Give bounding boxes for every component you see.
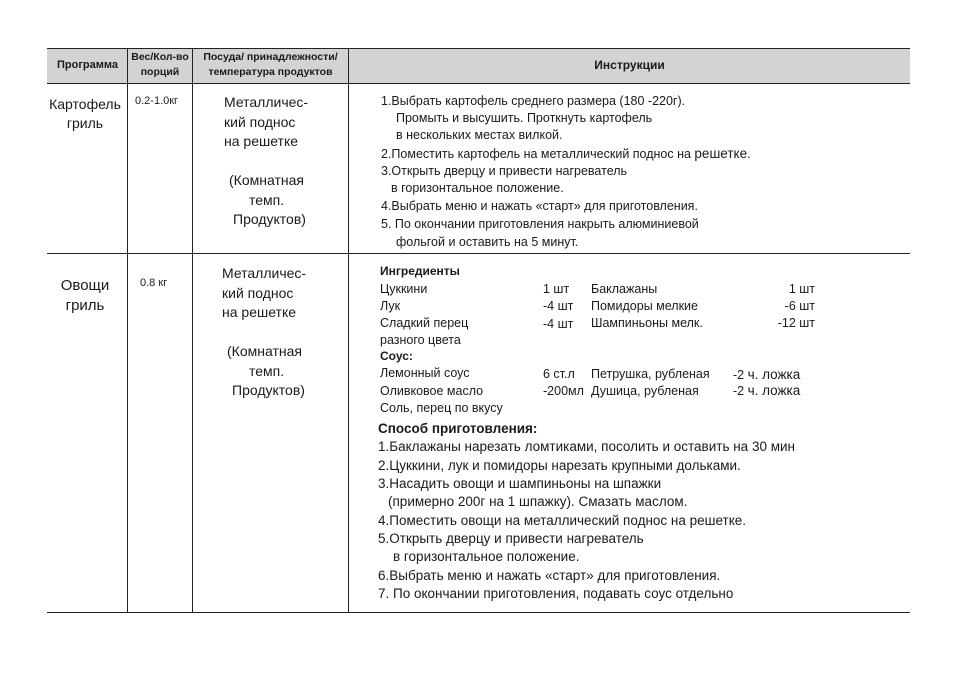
step-text-dot: .: [747, 147, 751, 161]
row-2-weight: 0.8 кг: [140, 277, 168, 289]
program-line: Картофель: [49, 96, 121, 112]
method-step: в горизонтальное положение.: [393, 549, 580, 564]
header-weight: [128, 50, 192, 80]
column-divider: [348, 48, 349, 612]
ingredient-name: Шампиньоны мелк.: [591, 316, 703, 330]
dish-line: Продуктов): [233, 211, 306, 227]
ingredients-title: Ингредиенты: [380, 264, 460, 278]
sauce-qty: 6 ст.л: [543, 367, 575, 381]
row-1-weight: 0.2-1.0кг: [135, 95, 179, 107]
row-1-dish: [224, 93, 308, 230]
dish-line: (Комнатная: [229, 172, 304, 188]
dish-line: на решетке: [224, 133, 299, 149]
method-step: 7. По окончании приготовления, подавать соус отдельно: [378, 586, 734, 601]
qty-unit: ч. ложка: [747, 367, 801, 382]
dish-line: темп.: [249, 191, 285, 208]
program-line: гриль: [65, 297, 105, 314]
instruction-step: 5. По окончании приготовления накрыть алюминиевой: [381, 217, 699, 231]
step-text: 4.Поместить овощи на металлический поднос на: [378, 513, 690, 528]
step-text: 2.Поместить картофель на металлический поднос на: [381, 147, 695, 161]
sauce-name: Оливковое масло: [380, 384, 484, 398]
sauce-title: Соус:: [380, 349, 413, 363]
sauce-name: Душица, рубленая: [591, 384, 699, 398]
ingredient-qty: -4 шт: [543, 317, 574, 331]
method-step: 5.Открыть дверцу и привести нагреватель: [378, 531, 644, 546]
dish-line: Продуктов): [232, 382, 305, 398]
method-step: 6.Выбрать меню и нажать «старт» для приготовления.: [378, 568, 721, 583]
ingredient-qty: 1 шт: [788, 282, 815, 296]
column-divider: [192, 48, 193, 612]
ingredient-name: Баклажаны: [591, 282, 658, 296]
instruction-step: 4.Выбрать меню и нажать «старт» для приготовления.: [381, 199, 698, 213]
dish-line: Металличес-: [222, 265, 307, 281]
instruction-step: в нескольких местах вилкой.: [396, 128, 563, 142]
header-program: Программа: [56, 59, 118, 71]
instruction-step: [381, 146, 751, 161]
sauce-qty: [733, 383, 800, 398]
dish-line: темп.: [249, 362, 285, 379]
method-title: Способ приготовления:: [378, 421, 538, 436]
step-text-tail: решетке.: [689, 513, 747, 528]
method-step: 2.Цуккини, лук и помидоры нарезать крупными дольками.: [378, 458, 741, 473]
qty-unit: ч. ложка: [747, 383, 801, 398]
ingredient-name: Лук: [380, 299, 401, 313]
table-bottom-border: [47, 612, 910, 613]
dish-line: (Комнатная: [227, 343, 302, 359]
method-step: 1.Баклажаны нарезать ломтиками, посолить и оставить на 30 мин: [378, 439, 795, 454]
ingredient-name: Цуккини: [380, 282, 428, 296]
row-2-dish: [222, 264, 306, 401]
dish-line: на решетке: [222, 304, 297, 320]
dish-line: кий поднос: [224, 113, 296, 130]
ingredient-qty: -4 шт: [543, 299, 574, 313]
ingredient-name: разного цвета: [380, 333, 461, 347]
program-line: гриль: [66, 115, 104, 131]
dish-line: Металличес-: [224, 94, 309, 110]
row-1-program: [45, 95, 125, 133]
instruction-step: Промыть и высушить. Проткнуть картофель: [396, 111, 653, 125]
sauce-qty: -200мл: [543, 384, 584, 398]
method-step: 3.Насадить овощи и шампиньоны на шпажки: [378, 476, 662, 491]
ingredient-qty: -12 шт: [777, 316, 815, 330]
method-step: (примерно 200г на 1 шпажку). Смазать маслом.: [388, 494, 688, 509]
header-dish: [193, 50, 348, 80]
header-weight-line1: Вес/Кол-во: [131, 51, 189, 63]
sauce-name: Петрушка, рубленая: [591, 367, 710, 381]
ingredient-name: Сладкий перец: [380, 316, 469, 330]
header-dish-line1: Посуда/ принадлежности/: [203, 51, 338, 63]
sauce-name: Лемонный соус: [380, 366, 470, 380]
ingredient-qty: -6 шт: [784, 299, 815, 313]
instruction-step: 3.Открыть дверцу и привести нагреватель: [381, 164, 628, 178]
step-text-tail: решетке: [694, 146, 748, 161]
instruction-step: фольгой и оставить на 5 минут.: [396, 235, 579, 249]
instruction-step: 1.Выбрать картофель среднего размера (180 -220г).: [381, 94, 686, 108]
ingredient-qty: 1 шт: [543, 282, 570, 296]
salt-line: Соль, перец по вкусу: [380, 401, 503, 415]
ingredient-name: Помидоры мелкие: [591, 299, 698, 313]
table-top-border: [47, 48, 910, 49]
header-bottom-border: [47, 83, 910, 84]
column-divider: [127, 48, 128, 612]
qty-number: -2: [733, 384, 745, 398]
row-2-program: [45, 276, 125, 316]
header-dish-line2: температура продуктов: [208, 66, 333, 78]
sauce-qty: [733, 367, 800, 382]
method-step: [378, 513, 746, 528]
dish-line: кий поднос: [222, 284, 294, 301]
row-divider: [47, 253, 910, 254]
header-weight-line2: порций: [140, 66, 180, 78]
qty-number: -2: [733, 368, 745, 382]
instruction-step: в горизонтальное положение.: [391, 181, 564, 195]
program-line: Овощи: [60, 277, 110, 294]
header-instructions: Инструкции: [594, 58, 665, 72]
